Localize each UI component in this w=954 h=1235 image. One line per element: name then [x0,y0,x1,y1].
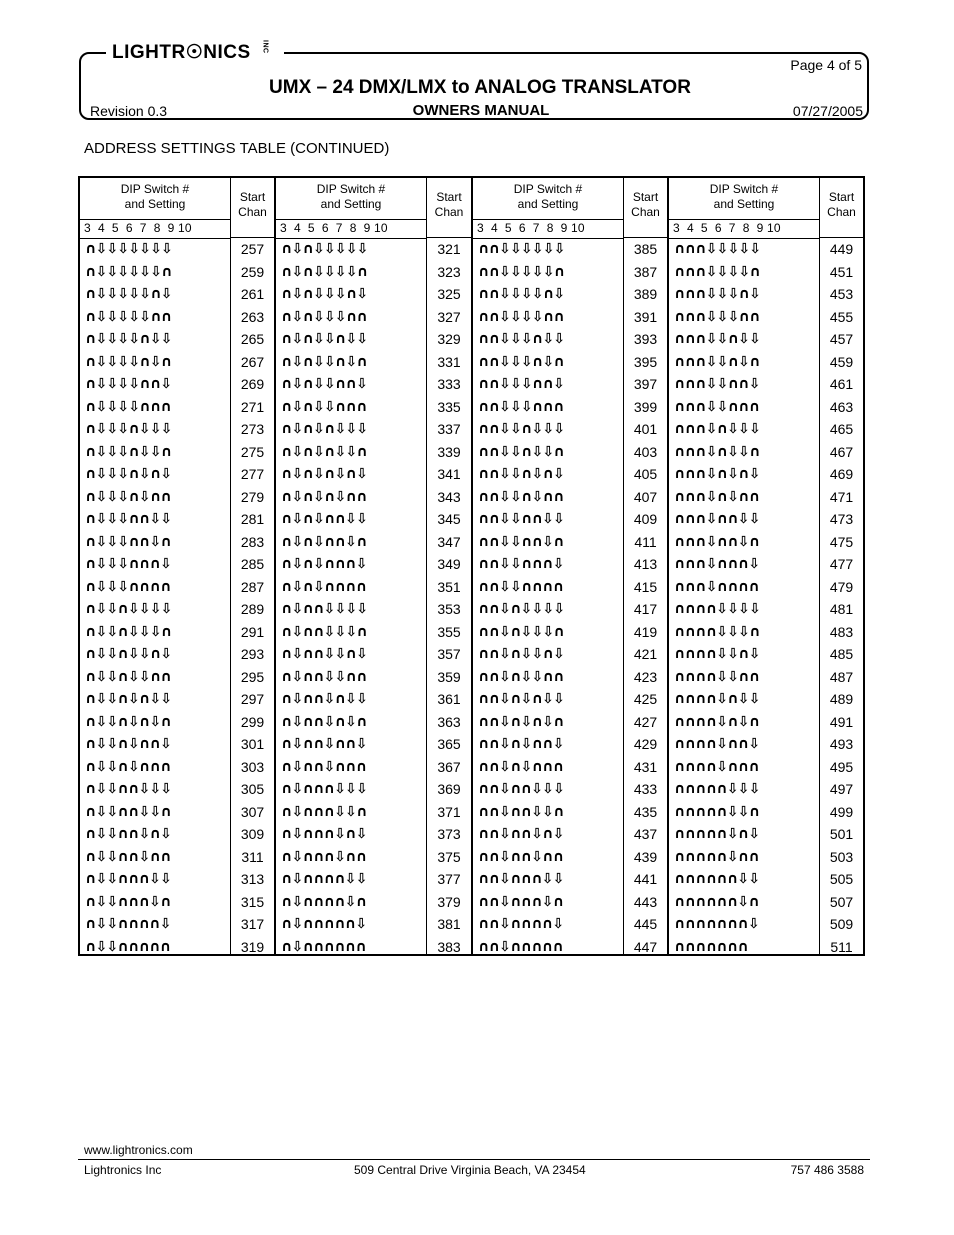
dip-setting: ∩∩∩∩∩⇩∩⇩ [674,826,760,842]
dip-setting: ∩⇩∩∩∩⇩⇩∩ [281,803,367,820]
dip-setting: ∩⇩∩⇩⇩∩∩∩ [281,398,367,415]
dip-setting: ∩∩⇩⇩∩∩⇩⇩ [478,511,564,527]
dip-setting: ∩∩⇩⇩⇩∩⇩∩ [478,353,564,370]
dip-setting: ∩∩⇩⇩⇩∩∩∩ [478,398,564,415]
dip-setting: ∩∩∩∩⇩⇩∩∩ [674,668,760,685]
start-channel: 415 [633,578,658,595]
start-channel: 483 [829,623,854,640]
dip-setting: ∩∩⇩∩⇩∩∩⇩ [478,736,564,752]
dip-setting: ∩⇩⇩⇩⇩⇩⇩∩ [85,263,172,280]
dip-setting: ∩∩∩⇩⇩∩∩⇩ [674,376,760,392]
start-channel: 377 [437,871,461,887]
start-channel: 369 [437,781,461,797]
dip-setting: ∩⇩∩⇩∩⇩∩∩ [281,488,367,505]
start-chan-column [427,178,471,954]
start-chan-column [231,178,274,954]
dip-setting: ∩⇩∩⇩∩⇩⇩∩ [281,443,367,460]
start-channel: 435 [633,803,658,820]
dip-setting: ∩∩∩∩⇩∩∩∩ [674,758,759,775]
start-channel: 433 [633,781,658,797]
start-channel: 303 [240,758,265,775]
start-channel: 387 [633,263,658,280]
dip-setting: ∩∩⇩∩⇩∩∩∩ [478,758,564,775]
start-channel: 511 [830,938,853,955]
dip-setting: ∩∩⇩⇩⇩⇩∩∩ [478,308,564,325]
start-channel: 279 [240,488,265,505]
start-channel: 351 [437,578,461,595]
start-chan-header: Start Chan [434,190,464,219]
start-chan-column [624,178,667,954]
dip-setting: ∩∩∩∩∩⇩⇩∩ [674,803,760,820]
start-channel: 429 [633,736,658,752]
dip-setting: ∩⇩∩⇩⇩⇩⇩∩ [281,263,368,280]
dip-setting: ∩⇩⇩∩⇩⇩∩⇩ [85,646,172,662]
start-channel: 353 [437,601,461,617]
section-title: ADDRESS SETTINGS TABLE (CONTINUED) [84,140,390,157]
dip-setting: ∩∩∩∩⇩⇩∩⇩ [674,646,760,662]
start-channel: 357 [437,646,461,662]
dip-setting: ∩∩∩⇩∩∩∩∩ [674,578,759,595]
dip-setting: ∩⇩⇩⇩⇩∩⇩∩ [85,353,172,370]
start-channel: 385 [633,241,658,257]
start-channel: 311 [241,848,264,865]
start-channel: 405 [633,466,658,482]
dip-setting: ∩∩⇩⇩∩∩∩⇩ [478,556,564,572]
start-channel: 331 [437,353,461,370]
dip-setting: ∩⇩⇩⇩∩⇩⇩∩ [85,443,172,460]
dip-switch-header: DIP Switch # and Setting [709,182,779,211]
start-channel: 499 [829,803,854,820]
footer-divider [78,1159,870,1160]
start-chan-column [820,178,863,954]
start-channel: 507 [829,893,854,910]
start-channel: 379 [437,893,461,910]
start-channel: 419 [633,623,658,640]
dip-setting: ∩∩⇩∩∩⇩∩⇩ [478,826,564,842]
dip-setting: ∩⇩∩∩∩∩∩⇩ [281,916,367,932]
dip-setting: ∩⇩⇩⇩⇩∩∩∩ [85,398,171,415]
start-channel: 447 [633,938,658,955]
start-channel: 473 [829,511,854,527]
dip-setting: ∩⇩∩⇩⇩∩⇩⇩ [281,331,368,347]
start-channel: 407 [633,488,658,505]
start-channel: 327 [437,308,461,325]
dip-setting: ∩⇩∩∩∩⇩∩⇩ [281,826,367,842]
start-channel: 431 [633,758,658,775]
dip-setting: ∩∩∩⇩⇩∩∩∩ [674,398,760,415]
start-channel: 371 [437,803,461,820]
start-channel: 283 [240,533,265,550]
dip-setting: ∩⇩⇩∩∩⇩∩∩ [85,848,171,865]
dip-setting: ∩⇩∩∩⇩⇩∩⇩ [281,646,367,662]
start-channel: 455 [829,308,854,325]
dip-setting: ∩⇩∩∩⇩⇩⇩∩ [281,623,367,640]
logo-inc: INC [261,40,269,54]
start-channel: 305 [240,781,265,797]
start-channel: 503 [829,848,854,865]
dip-setting: ∩∩∩⇩⇩⇩∩⇩ [674,286,760,302]
start-channel: 263 [240,308,265,325]
dip-setting: ∩⇩⇩∩⇩∩∩∩ [85,758,171,775]
start-channel: 459 [829,353,854,370]
start-channel: 463 [829,398,854,415]
logo-wordmark: LIGHTR☉NICS [112,42,251,63]
start-channel: 397 [633,376,658,392]
document-subtitle: OWNERS MANUAL [412,102,550,119]
start-channel: 481 [829,601,854,617]
dip-setting: ∩∩∩⇩⇩⇩⇩∩ [674,263,760,280]
dip-setting: ∩∩∩⇩∩∩∩⇩ [674,556,760,572]
dip-setting: ∩∩⇩∩∩∩∩∩ [478,938,563,955]
dip-setting: ∩∩∩∩∩∩∩ [674,938,748,955]
dip-setting: ∩⇩⇩⇩⇩∩∩⇩ [85,376,172,392]
start-channel: 373 [437,826,461,842]
table-group-4 [669,178,863,954]
document-date: 07/27/2005 [792,103,863,119]
dip-setting: ∩∩⇩∩⇩⇩∩⇩ [478,646,564,662]
dip-setting: ∩⇩⇩⇩⇩⇩∩∩ [85,308,172,325]
dip-setting: ∩∩∩∩⇩∩⇩⇩ [674,691,760,707]
start-channel: 413 [633,556,658,572]
dip-setting: ∩∩∩⇩∩⇩⇩∩ [674,443,760,460]
dip-setting: ∩∩∩⇩⇩∩⇩∩ [674,353,760,370]
start-channel: 275 [240,443,265,460]
dip-setting: ∩∩∩⇩⇩⇩⇩⇩ [674,241,761,257]
start-channel: 393 [633,331,658,347]
start-channel: 399 [633,398,658,415]
start-channel: 267 [240,353,265,370]
dip-setting: ∩⇩∩⇩∩∩⇩⇩ [281,511,367,527]
start-channel: 389 [633,286,658,302]
start-chan-header: Start Chan [631,190,660,219]
dip-switch-header: DIP Switch # and Setting [316,182,386,211]
dip-setting: ∩∩⇩∩∩∩⇩⇩ [478,871,564,887]
dip-switch-column [473,178,624,954]
start-channel: 497 [829,781,854,797]
start-channel: 493 [829,736,854,752]
start-channel: 265 [240,331,265,347]
start-channel: 333 [437,376,461,392]
table-group-3 [473,178,669,954]
dip-setting: ∩∩⇩⇩∩⇩⇩⇩ [478,421,565,437]
start-channel: 323 [437,263,461,280]
switch-numbers-header: 3 4 5 6 7 8 9 10 [80,219,230,239]
start-channel: 453 [829,286,854,302]
dip-setting: ∩∩⇩⇩⇩⇩⇩∩ [478,263,565,280]
start-channel: 349 [437,556,461,572]
start-channel: 315 [240,893,265,910]
dip-setting: ∩∩∩∩⇩⇩⇩∩ [674,623,760,640]
dip-switch-header: DIP Switch # and Setting [120,182,190,211]
start-channel: 295 [240,668,265,685]
start-channel: 271 [240,398,265,415]
start-channel: 471 [829,488,854,505]
dip-setting: ∩⇩⇩⇩∩∩∩∩ [85,578,171,595]
dip-setting: ∩⇩∩∩⇩∩⇩⇩ [281,691,367,707]
dip-setting: ∩⇩∩⇩⇩⇩∩⇩ [281,286,368,302]
footer-address: 509 Central Drive Virginia Beach, VA 23454 [354,1163,586,1177]
dip-setting: ∩⇩⇩∩∩∩∩∩ [85,938,171,955]
dip-setting: ∩∩⇩⇩⇩⇩∩⇩ [478,286,565,302]
dip-setting: ∩∩⇩∩∩⇩⇩⇩ [478,781,564,797]
dip-setting: ∩⇩∩⇩⇩∩∩⇩ [281,376,367,392]
dip-setting: ∩⇩⇩∩⇩∩⇩∩ [85,713,171,730]
dip-setting: ∩∩∩⇩∩∩⇩⇩ [674,511,760,527]
dip-setting: ∩⇩∩⇩∩∩∩∩ [281,578,367,595]
dip-setting: ∩⇩∩⇩∩∩∩⇩ [281,556,367,572]
dip-setting: ∩⇩⇩⇩⇩⇩∩⇩ [85,286,172,302]
start-channel: 359 [437,668,461,685]
dip-setting: ∩⇩∩⇩∩⇩⇩⇩ [281,421,368,437]
dip-setting: ∩⇩∩∩∩∩⇩⇩ [281,871,367,887]
start-channel: 289 [240,601,265,617]
start-channel: 395 [633,353,658,370]
dip-setting: ∩∩⇩⇩⇩⇩⇩⇩ [478,241,565,257]
start-chan-header: Start Chan [238,190,267,219]
start-channel: 325 [437,286,461,302]
start-channel: 509 [829,916,854,932]
dip-setting: ∩⇩⇩⇩∩∩⇩⇩ [85,511,172,527]
start-channel: 437 [633,826,658,842]
dip-switch-column [276,178,427,954]
dip-setting: ∩∩⇩∩⇩⇩⇩⇩ [478,601,565,617]
start-channel: 313 [240,871,265,887]
dip-setting: ∩⇩∩⇩⇩⇩⇩⇩ [281,241,368,257]
dip-setting: ∩⇩⇩⇩∩∩⇩∩ [85,533,171,550]
start-channel: 421 [633,646,658,662]
dip-setting: ∩∩∩∩⇩⇩⇩⇩ [674,601,760,617]
start-channel: 425 [633,691,658,707]
dip-setting: ∩∩⇩∩⇩⇩∩∩ [478,668,564,685]
start-channel: 445 [633,916,658,932]
start-channel: 307 [240,803,265,820]
dip-setting: ∩∩⇩⇩⇩∩⇩⇩ [478,331,565,347]
start-channel: 319 [240,938,265,955]
document-title: UMX – 24 DMX/LMX to ANALOG TRANSLATOR [269,77,691,98]
start-channel: 345 [437,511,461,527]
start-channel: 343 [437,488,461,505]
start-channel: 277 [240,466,265,482]
dip-setting: ∩⇩∩∩⇩∩∩∩ [281,758,367,775]
start-channel: 489 [829,691,854,707]
address-settings-table [78,176,865,956]
start-channel: 365 [437,736,461,752]
dip-setting: ∩∩⇩⇩⇩∩∩⇩ [478,376,564,392]
dip-setting: ∩⇩∩∩⇩⇩∩∩ [281,668,367,685]
start-channel: 467 [829,443,854,460]
dip-setting: ∩∩∩∩∩∩∩⇩ [674,916,759,932]
dip-setting: ∩⇩⇩∩∩∩⇩∩ [85,893,171,910]
start-channel: 485 [829,646,854,662]
dip-setting: ∩⇩∩∩∩⇩∩∩ [281,848,367,865]
dip-setting: ∩∩⇩⇩∩∩∩∩ [478,578,564,595]
start-channel: 495 [829,758,854,775]
start-channel: 363 [437,713,461,730]
start-channel: 297 [240,691,265,707]
start-channel: 287 [240,578,265,595]
start-channel: 409 [633,511,658,527]
dip-setting: ∩∩⇩⇩∩⇩⇩∩ [478,443,564,460]
dip-setting: ∩∩∩⇩∩⇩∩∩ [674,488,760,505]
dip-setting: ∩∩⇩∩∩⇩⇩∩ [478,803,564,820]
start-channel: 441 [633,871,658,887]
start-channel: 469 [829,466,854,482]
start-channel: 309 [240,826,265,842]
start-channel: 439 [633,848,658,865]
start-channel: 261 [240,286,265,302]
dip-setting: ∩⇩∩∩⇩∩∩⇩ [281,736,367,752]
start-channel: 301 [240,736,265,752]
start-channel: 337 [437,421,461,437]
start-channel: 347 [437,533,461,550]
start-channel: 461 [829,376,854,392]
start-channel: 285 [240,556,265,572]
start-channel: 339 [437,443,461,460]
dip-setting: ∩∩∩∩∩⇩∩∩ [674,848,759,865]
dip-setting: ∩∩⇩∩⇩∩⇩⇩ [478,691,564,707]
start-channel: 291 [240,623,265,640]
dip-setting: ∩∩∩⇩⇩∩⇩⇩ [674,331,760,347]
start-channel: 465 [829,421,854,437]
dip-setting: ∩⇩⇩⇩∩⇩∩⇩ [85,466,172,482]
dip-setting: ∩⇩⇩∩∩∩∩⇩ [85,916,171,932]
start-channel: 361 [437,691,461,707]
dip-setting: ∩⇩⇩∩⇩⇩⇩∩ [85,623,172,640]
table-group-2 [276,178,473,954]
start-channel: 335 [437,398,461,415]
start-channel: 411 [634,533,657,550]
dip-setting: ∩∩∩∩∩⇩⇩⇩ [674,781,760,797]
dip-setting: ∩∩∩⇩∩⇩⇩⇩ [674,421,760,437]
dip-setting: ∩⇩⇩∩∩⇩∩⇩ [85,826,171,842]
dip-setting: ∩∩⇩∩∩∩⇩∩ [478,893,564,910]
footer-phone: 757 486 3588 [790,1163,864,1177]
start-channel: 491 [829,713,854,730]
footer-website: www.lightronics.com [84,1143,193,1157]
dip-setting: ∩⇩∩∩⇩⇩⇩⇩ [281,601,368,617]
dip-setting: ∩⇩⇩∩∩⇩⇩∩ [85,803,171,820]
start-channel: 273 [240,421,265,437]
revision: Revision 0.3 [90,103,168,119]
dip-setting: ∩⇩⇩⇩∩⇩⇩⇩ [85,421,172,437]
start-channel: 375 [437,848,461,865]
start-channel: 391 [633,308,658,325]
start-channel: 293 [240,646,265,662]
start-channel: 329 [437,331,461,347]
start-channel: 479 [829,578,854,595]
start-channel: 487 [829,668,854,685]
dip-setting: ∩⇩∩⇩∩⇩∩⇩ [281,466,367,482]
switch-numbers-header: 3 4 5 6 7 8 9 10 [276,219,426,239]
start-channel: 475 [829,533,854,550]
start-channel: 281 [240,511,265,527]
dip-setting: ∩∩⇩∩∩∩∩⇩ [478,916,564,932]
dip-setting: ∩⇩∩⇩∩∩⇩∩ [281,533,367,550]
dip-switch-column [669,178,820,954]
start-channel: 427 [633,713,658,730]
dip-setting: ∩⇩∩⇩⇩∩⇩∩ [281,353,367,370]
dip-setting: ∩∩∩∩⇩∩∩⇩ [674,736,760,752]
dip-setting: ∩∩∩⇩∩⇩∩⇩ [674,466,760,482]
start-channel: 417 [633,601,658,617]
start-channel: 367 [437,758,461,775]
start-channel: 257 [240,241,265,257]
start-channel: 403 [633,443,658,460]
start-channel: 501 [829,826,854,842]
dip-switch-column [80,178,231,954]
start-channel: 423 [633,668,658,685]
dip-setting: ∩⇩∩∩∩∩∩∩ [281,938,366,955]
dip-setting: ∩∩⇩⇩∩⇩∩⇩ [478,466,564,482]
start-channel: 457 [829,331,854,347]
start-channel: 381 [437,916,461,932]
start-channel: 259 [240,263,265,280]
dip-setting: ∩⇩∩∩⇩∩⇩∩ [281,713,367,730]
dip-setting: ∩⇩⇩∩⇩∩∩⇩ [85,736,171,752]
start-channel: 505 [829,871,854,887]
dip-setting: ∩⇩⇩∩∩∩⇩⇩ [85,871,171,887]
start-channel: 383 [437,938,461,955]
start-channel: 321 [437,241,461,257]
start-channel: 341 [437,466,461,482]
start-chan-header: Start Chan [827,190,856,219]
dip-setting: ∩⇩⇩⇩∩⇩∩∩ [85,488,171,505]
dip-setting: ∩⇩⇩∩⇩∩⇩⇩ [85,691,172,707]
dip-setting: ∩⇩⇩∩⇩⇩⇩⇩ [85,601,172,617]
start-channel: 477 [829,556,854,572]
footer-company: Lightronics Inc [84,1163,162,1177]
dip-switch-header: DIP Switch # and Setting [513,182,583,211]
table-group-1 [80,178,276,954]
start-channel: 451 [829,263,854,280]
dip-setting: ∩∩∩∩∩∩⇩⇩ [674,871,760,887]
dip-setting: ∩∩⇩⇩∩∩⇩∩ [478,533,564,550]
dip-setting: ∩∩⇩∩⇩⇩⇩∩ [478,623,564,640]
dip-setting: ∩∩∩∩⇩∩⇩∩ [674,713,760,730]
dip-setting: ∩⇩⇩∩⇩⇩∩∩ [85,668,171,685]
start-channel: 355 [437,623,461,640]
company-logo [106,40,284,66]
dip-setting: ∩⇩∩∩∩∩⇩∩ [281,893,367,910]
start-channel: 443 [633,893,658,910]
page-number: Page 4 of 5 [790,57,862,73]
switch-numbers-header: 3 4 5 6 7 8 9 10 [473,219,623,239]
dip-setting: ∩∩⇩∩⇩∩⇩∩ [478,713,564,730]
switch-numbers-header: 3 4 5 6 7 8 9 10 [669,219,819,239]
dip-setting: ∩∩⇩⇩∩⇩∩∩ [478,488,564,505]
start-channel: 401 [633,421,658,437]
dip-setting: ∩⇩⇩⇩⇩⇩⇩⇩ [85,241,173,257]
dip-setting: ∩∩∩⇩⇩⇩∩∩ [674,308,760,325]
dip-setting: ∩⇩∩∩∩⇩⇩⇩ [281,781,367,797]
start-channel: 317 [240,916,265,932]
dip-setting: ∩⇩⇩∩∩⇩⇩⇩ [85,781,172,797]
dip-setting: ∩⇩⇩⇩∩∩∩⇩ [85,556,171,572]
dip-setting: ∩∩∩∩∩∩⇩∩ [674,893,759,910]
start-channel: 269 [240,376,265,392]
dip-setting: ∩⇩⇩⇩⇩∩⇩⇩ [85,331,172,347]
start-channel: 299 [240,713,265,730]
dip-setting: ∩⇩∩⇩⇩⇩∩∩ [281,308,367,325]
start-channel: 449 [829,241,854,257]
dip-setting: ∩∩⇩∩∩⇩∩∩ [478,848,564,865]
dip-setting: ∩∩∩⇩∩∩⇩∩ [674,533,760,550]
